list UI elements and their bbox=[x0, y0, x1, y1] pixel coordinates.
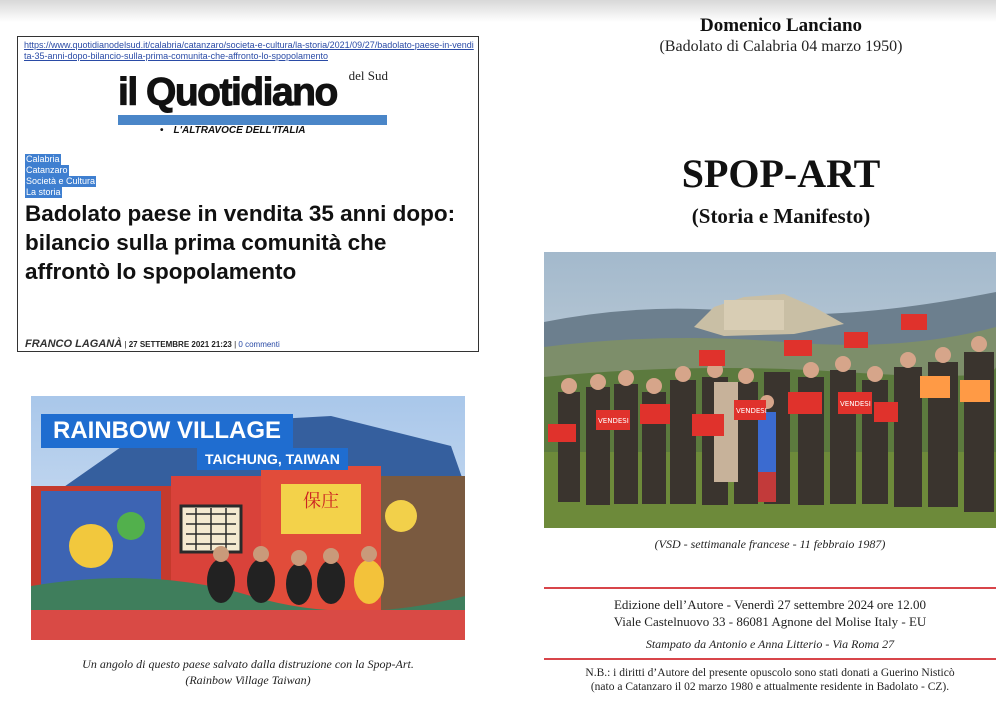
edition-line: Edizione dell’Autore - Venerdì 27 settembre 2024 ore 12.00 bbox=[613, 597, 927, 612]
article-headline: Badolato paese in vendita 35 anni dopo: bilancio sulla prima comunità che affrontò lo spopolamento bbox=[25, 201, 456, 284]
article-url-link[interactable]: https://www.quotidianodelsud.it/calabria/catanzaro/societa-e-cultura/la-storia/2021/09/27/badolato-paese-in-vendita-35-anni-dopo-bilancio-sulla-prima-comunita-che-affronto-lo-spopolamento bbox=[24, 40, 474, 61]
masthead-title: il Quotidiano bbox=[118, 71, 337, 114]
rainbow-location-banner: TAICHUNG, TAIWAN bbox=[197, 448, 348, 470]
category-link[interactable]: Catanzaro bbox=[26, 165, 68, 175]
copyright-note-line: (nato a Catanzaro il 02 marzo 1980 e attualmente residente in Badolato - CZ). bbox=[590, 681, 950, 693]
rainbow-caption-line: Un angolo di questo paese salvato dalla distruzione con la Spop-Art. bbox=[82, 657, 414, 671]
address-line: Viale Castelnuovo 33 - 86081 Agnone del Molise Italy - EU bbox=[613, 614, 927, 629]
rainbow-caption bbox=[20, 656, 476, 688]
cover-title: SPOP-ART bbox=[681, 151, 881, 196]
masthead-subtitle: del Sud bbox=[348, 68, 388, 83]
cover-subtitle: (Storia e Manifesto) bbox=[691, 204, 871, 228]
masthead-bar bbox=[118, 115, 387, 125]
group-photo-caption: (VSD - settimanale francese - 11 febbraio 1987) bbox=[654, 537, 886, 551]
cover-author-birth: (Badolato di Calabria 04 marzo 1950) bbox=[659, 38, 903, 55]
category-list bbox=[25, 154, 96, 198]
printer-line: Stampato da Antonio e Anna Litterio - Via Roma 27 bbox=[645, 637, 895, 651]
article-date: 27 SETTEMBRE 2021 21:23 bbox=[128, 340, 232, 349]
newspaper-masthead bbox=[116, 68, 388, 129]
rainbow-caption-line: (Rainbow Village Taiwan) bbox=[185, 673, 311, 687]
badolato-group-photo bbox=[544, 252, 996, 528]
sign-text: 保庄 bbox=[303, 491, 339, 512]
copyright-note-line: N.B.: i diritti d’Autore del presente opuscolo sono stati donati a Guerino Nisticò bbox=[585, 667, 955, 679]
rainbow-village-banner: RAINBOW VILLAGE bbox=[41, 414, 293, 448]
category-link[interactable]: La storia bbox=[26, 187, 61, 197]
sign-label: VENDESI bbox=[736, 407, 767, 415]
category-link[interactable]: Società e Cultura bbox=[26, 176, 96, 186]
article-byline: FRANCO LAGANÀ | 27 SETTEMBRE 2021 21:23 | 0 commenti bbox=[25, 338, 280, 350]
comments-link[interactable]: 0 commenti bbox=[238, 340, 280, 349]
divider-rule bbox=[544, 587, 996, 589]
newspaper-tagline: • L'ALTRAVOCE DELL'ITALIA bbox=[160, 125, 305, 136]
sign-label: VENDESI bbox=[840, 400, 871, 408]
category-link[interactable]: Calabria bbox=[26, 154, 60, 164]
sign-label: VENDESI bbox=[598, 417, 629, 425]
copyright-note bbox=[544, 666, 996, 694]
group-photo-illustration bbox=[544, 252, 996, 528]
article-author: FRANCO LAGANÀ bbox=[25, 338, 123, 350]
cover-author: Domenico Lanciano bbox=[699, 15, 863, 36]
divider-rule bbox=[544, 658, 996, 660]
newspaper-clipping bbox=[17, 36, 479, 352]
rainbow-village-photo bbox=[31, 396, 465, 640]
